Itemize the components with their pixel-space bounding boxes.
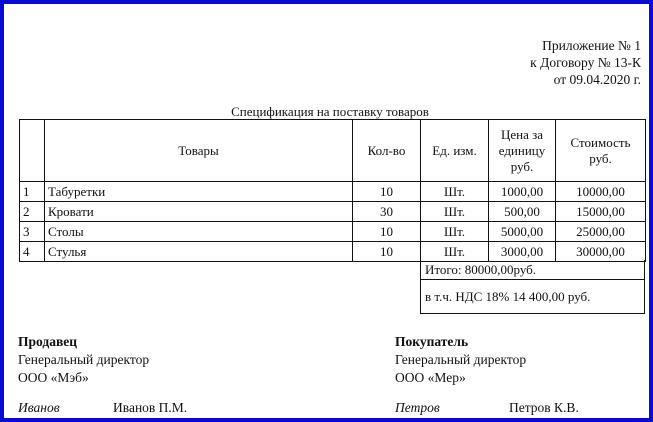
seller-position: Генеральный директор [18, 352, 150, 367]
buyer-signature [395, 400, 440, 416]
header-price: Цена за единицу руб. [489, 120, 556, 182]
row-qty: 10 [353, 222, 421, 242]
buyer-block [395, 333, 526, 387]
seller-handwritten-signature: Иванов [18, 400, 60, 415]
header-unit: Ед. изм. [421, 120, 489, 182]
buyer-handwritten-signature: Петров [395, 400, 440, 415]
row-qty: 10 [353, 242, 421, 262]
header-num [20, 120, 45, 182]
row-name: Кровати [45, 202, 353, 222]
row-qty: 10 [353, 182, 421, 202]
buyer-role: Покупатель [395, 334, 469, 349]
header-qty: Кол-во [353, 120, 421, 182]
row-cost: 10000,00 [556, 182, 646, 202]
buyer-position: Генеральный директор [395, 352, 527, 367]
seller-name-block [113, 400, 187, 416]
table-row [20, 222, 646, 242]
totals-box [420, 260, 645, 314]
buyer-name: Петров К.В. [509, 400, 579, 415]
row-price: 500,00 [489, 202, 556, 222]
vat-amount: в т.ч. НДС 18% 14 400,00 руб. [425, 289, 591, 304]
seller-company: ООО «Мэб» [18, 370, 89, 385]
row-cost: 30000,00 [556, 242, 646, 262]
row-name: Табуретки [45, 182, 353, 202]
row-unit: Шт. [421, 242, 489, 262]
row-num: 1 [20, 182, 45, 202]
row-unit: Шт. [421, 182, 489, 202]
buyer-company: ООО «Мер» [395, 370, 466, 385]
seller-name: Иванов П.М. [113, 400, 188, 415]
specification-table [19, 119, 646, 262]
total-amount: Итого: 80000,00руб. [421, 260, 644, 280]
table-row [20, 242, 646, 262]
row-cost: 15000,00 [556, 202, 646, 222]
seller-signature [18, 400, 60, 416]
row-num: 2 [20, 202, 45, 222]
document-title: Спецификация на поставку товаров [231, 104, 429, 119]
row-price: 5000,00 [489, 222, 556, 242]
row-num: 4 [20, 242, 45, 262]
row-qty: 30 [353, 202, 421, 222]
table-row [20, 202, 646, 222]
row-price: 1000,00 [489, 182, 556, 202]
appendix-block [530, 37, 641, 88]
contract-reference: к Договору № 13-К [530, 55, 641, 70]
row-num: 3 [20, 222, 45, 242]
header-cost: Стоимость руб. [556, 120, 646, 182]
table-header-row [20, 120, 646, 182]
seller-block [18, 333, 149, 387]
row-name: Столы [45, 222, 353, 242]
buyer-name-block [509, 400, 579, 416]
table-row [20, 182, 646, 202]
row-cost: 25000,00 [556, 222, 646, 242]
appendix-line: Приложение № 1 [542, 38, 641, 53]
row-unit: Шт. [421, 202, 489, 222]
seller-role: Продавец [18, 334, 78, 349]
row-name: Стулья [45, 242, 353, 262]
row-unit: Шт. [421, 222, 489, 242]
row-price: 3000,00 [489, 242, 556, 262]
contract-date: от 09.04.2020 г. [553, 72, 641, 87]
header-goods: Товары [45, 120, 353, 182]
